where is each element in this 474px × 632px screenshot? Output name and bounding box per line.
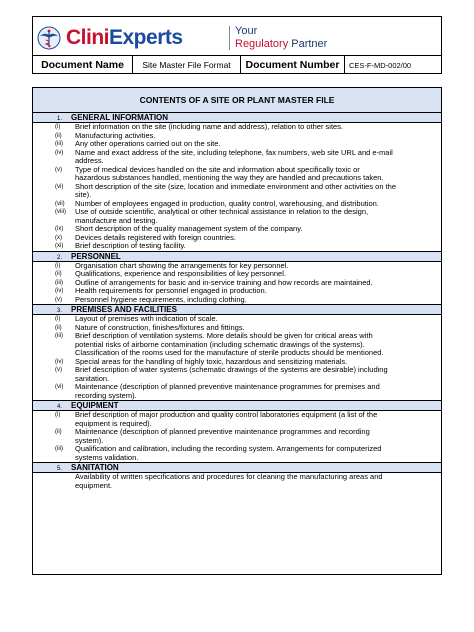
item-text-line: Health requirements for personnel engaged in production. [75,286,267,295]
item-text-line: Special areas for the handling of highly toxic, hazardous and sensitizing materials. [75,356,348,366]
item-text-line: Manufacturing activities. [75,130,156,140]
item-numeral: (ii) [55,132,62,139]
item-numeral: (vi) [55,384,64,390]
section-paragraph [33,473,441,490]
contents-table [32,87,442,575]
list-item [33,166,441,183]
item-text-line: hazardous substances handled, mentioning the way they are handled and precautions taken. [75,173,384,182]
item-text-line: Devices details registered with foreign countries. [75,232,236,242]
item-text-line: Brief description of major production and quality control laboratories equipment (a list of the [75,410,378,419]
item-text-line: Brief information on the site (including name and address), relation to other sites. [75,122,344,131]
item-text-line: Brief description of ventilation systems. More details should be given for critical areas with [75,331,373,340]
item-numeral: (iv) [55,358,64,365]
item-text-line: recording system). [75,390,137,400]
caduceus-icon [36,25,62,51]
item-numeral: (viii) [55,209,66,215]
section-body [33,315,441,401]
item-numeral: (x) [55,234,62,241]
item-text-line: address. [75,156,104,165]
list-item [33,332,441,358]
item-text-line: site). [75,190,92,199]
item-text-line: Use of outside scientific, analytical or other technical assistance in relation to the design, [75,207,369,216]
section-number: 1. [57,116,63,122]
item-text-line: sanitation. [75,373,110,383]
item-text-line: Nature of construction, finishes/fixtures and fittings. [75,322,245,332]
item-text-line: Qualifications, experience and responsibilities of key personnel. [75,269,286,278]
item-text-line: Brief description of water systems (schematic drawings of the systems are desirable) including [75,365,388,374]
list-item [33,149,441,166]
list-item [33,445,441,462]
item-numeral: (ix) [55,226,64,232]
paragraph-line: Availability of written specifications and procedures for cleaning the manufacturing areas and [75,472,383,481]
paragraph-line: equipment. [75,480,113,490]
item-numeral: (v) [55,296,62,303]
list-item [33,428,441,445]
item-numeral: (iv) [55,288,64,294]
doc-number-label: Document Number [241,56,345,74]
section-number: 5. [57,466,63,472]
item-numeral: (iii) [55,333,63,339]
item-text-line: Classification of the rooms used for the manufacture of sterile products should be mentioned. [75,348,384,357]
item-numeral: (i) [55,316,61,322]
item-numeral: (v) [55,166,62,173]
list-item [33,208,441,225]
list-item [33,242,441,251]
section-title: GENERAL INFORMATION [71,113,169,122]
item-text-line: systems validation. [75,452,139,462]
section-number: 2. [57,254,63,261]
item-numeral: (iii) [55,141,63,147]
item-text-line: Maintenance (description of planned preventive maintenance programmes and recording [75,427,370,436]
item-numeral: (i) [55,262,61,269]
item-text-line: manufacture and testing. [75,215,158,225]
section-title: SANITATION [71,463,119,472]
item-text-line: Type of medical devices handled on the site and information about specifically toxic or [75,164,360,174]
item-text-line: potential risks of airborne contamination (including schematic drawings of the systems). [75,339,365,349]
item-numeral: (xi) [55,243,64,249]
contents-title: CONTENTS OF A SITE OR PLANT MASTER FILE [33,88,441,113]
brand-logo-text: CliniExperts [66,26,183,49]
section-title: EQUIPMENT [71,401,119,410]
item-numeral: (iv) [55,149,64,156]
section-body [33,262,441,306]
item-numeral: (iii) [55,279,63,286]
item-numeral: (vii) [55,200,65,207]
section-header [33,252,441,262]
section-title: PREMISES AND FACILITIES [71,305,177,314]
item-text-line: Short description of the site (size, location and immediate environment and other activities on the [75,181,397,191]
document-info-row [33,55,441,74]
doc-name-value: Site Master File Format [133,56,241,74]
item-numeral: (ii) [55,429,62,435]
section-number: 4. [57,404,63,410]
doc-number-value: CES-F-MD-002/00 [349,60,412,70]
item-text-line: Organisation chart showing the arrangements for key personnel. [75,260,289,270]
section-body [33,473,441,490]
item-numeral: (v) [55,367,62,373]
item-text-line: Qualification and calibration, including the recording system. Arrangements for computerized [75,444,382,453]
logo-divider [229,26,230,50]
list-item [33,383,441,400]
section-body [33,123,441,252]
item-numeral: (ii) [55,271,62,277]
tagline-line2: Regulatory Partner [235,38,328,50]
logo-row [33,17,441,55]
item-text-line: Any other operations carried out on the site. [75,139,221,148]
item-text-line: Number of employees engaged in production, quality control, warehousing, and distribution. [75,198,379,208]
item-numeral: (ii) [55,324,62,331]
item-numeral: (iii) [55,446,63,452]
sections-container [33,113,441,490]
item-numeral: (i) [55,124,61,130]
document-header [32,16,442,74]
item-text-line: Personnel hygiene requirements, including clothing. [75,294,247,304]
list-item [33,296,441,305]
item-text-line: Outline of arrangements for basic and in-service training and how records are maintained. [75,277,373,287]
item-text-line: Brief description of testing facility. [75,241,186,250]
list-item [33,183,441,200]
item-numeral: (i) [55,412,61,418]
list-item [33,411,441,428]
item-text-line: Maintenance (description of planned preventive maintenance programmes for premises and [75,382,380,391]
section-title: PERSONNEL [71,251,121,261]
item-text-line: Short description of the quality management system of the company. [75,224,303,233]
item-text-line: system). [75,435,104,445]
item-numeral: (vi) [55,183,64,190]
doc-name-label: Document Name [33,56,133,74]
tagline-line1: Your [235,25,258,37]
item-text-line: Layout of premises with indication of scale. [75,314,218,323]
section-number: 3. [57,308,63,314]
section-body [33,411,441,463]
item-text-line: equipment is required). [75,418,152,428]
list-item [33,366,441,383]
item-text-line: Name and exact address of the site, including telephone, fax numbers, web site URL and e-mail [75,147,393,157]
